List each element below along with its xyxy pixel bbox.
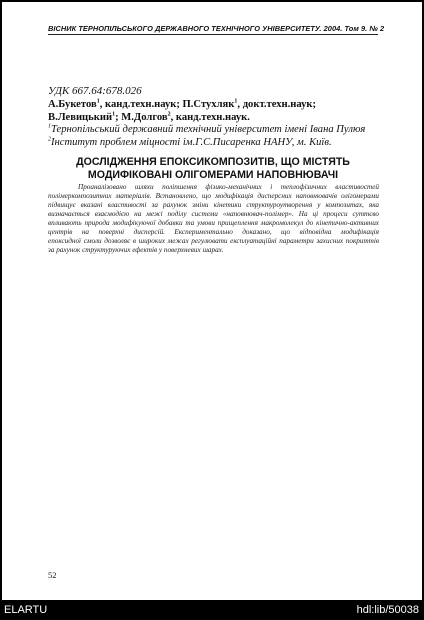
abstract-line: впливають природа модифікуючої добавки та умови прищеплення макромолекул до кінетично-активних bbox=[48, 219, 379, 228]
abstract-line: полімеркомпозитних матеріалів. Встановлено, що модифікація дисперсних наповнювачів олігомерами bbox=[48, 192, 379, 201]
author-affil-mark: 1 bbox=[96, 98, 100, 105]
affiliation-text: Тернопільський державний технічний університет імені Івана Пулюя bbox=[51, 124, 366, 135]
author-name: М.Долгов bbox=[121, 112, 168, 124]
header-rule bbox=[48, 34, 378, 35]
author-name: П.Стухляк bbox=[182, 99, 235, 110]
author-affil-mark: 1 bbox=[234, 98, 238, 105]
title-line: ДОСЛІДЖЕННЯ ЕПОКСИКОМПОЗИТІВ, ЩО МІСТЯТЬ bbox=[76, 156, 350, 168]
author-list bbox=[48, 98, 388, 125]
author-line-1 bbox=[48, 98, 388, 111]
author-name: А.Букетов bbox=[48, 99, 97, 110]
author-degree: , канд.техн.наук; bbox=[99, 99, 183, 110]
document-page bbox=[2, 2, 422, 600]
author-degree: , докт.техн.наук; bbox=[237, 99, 317, 110]
page-number: 52 bbox=[48, 570, 57, 580]
abstract-line: за рахунок структуруючих ефектів у поверхневих шарах. bbox=[48, 246, 224, 255]
affiliation-mark: 1 bbox=[48, 123, 51, 130]
author-affil-mark: 2 bbox=[167, 111, 171, 118]
abstract-line: центрів на поверхні дисперсій. Експериментально доказано, що відповідна модифікація bbox=[48, 228, 379, 237]
author-degree: , канд.техн.наук. bbox=[170, 112, 250, 124]
affiliation-list bbox=[48, 123, 388, 150]
abstract bbox=[48, 183, 379, 255]
affiliation bbox=[48, 123, 388, 136]
affiliation-text: Інститут проблем міцності ім.Г.С.Писаренка НАНУ, м. Київ. bbox=[51, 137, 332, 149]
author-name: В.Левицький bbox=[48, 112, 113, 124]
author-degree: ; bbox=[115, 112, 122, 124]
paper-title bbox=[48, 156, 378, 182]
abstract-line: епоксидної смоли дозволяє в широких межах регулювати експлуатаційні параметри захисних покриттів bbox=[48, 237, 379, 246]
udc-code: УДК 667.64:678.026 bbox=[48, 85, 142, 97]
abstract-line: визначається взаємодією на межі поділу системи «наповнювач-полімер». На ці процеси суттєво bbox=[48, 210, 379, 219]
handle-label: hdl:lib/50038 bbox=[356, 604, 419, 616]
affiliation-mark: 2 bbox=[48, 136, 51, 143]
author-affil-mark: 1 bbox=[112, 111, 116, 118]
abstract-line: Проаналізовано шляхи поліпшення фізико-механічних і теплофізичних властивостей bbox=[78, 183, 379, 191]
abstract-line: підвищує вказані властивості за рахунок зміни кінетики структуроутворення у композитах, яка bbox=[48, 201, 379, 210]
journal-header: ВІСНИК ТЕРНОПІЛЬСЬКОГО ДЕРЖАВНОГО ТЕХНІЧНОГО УНІВЕРСИТЕТУ. 2004. Том 9. № 2 bbox=[48, 24, 385, 33]
affiliation bbox=[48, 136, 388, 149]
title-line: МОДИФІКОВАНІ ОЛІГОМЕРАМИ НАПОВНЮВАЧІ bbox=[87, 169, 339, 181]
repository-label: ELARTU bbox=[4, 604, 48, 616]
